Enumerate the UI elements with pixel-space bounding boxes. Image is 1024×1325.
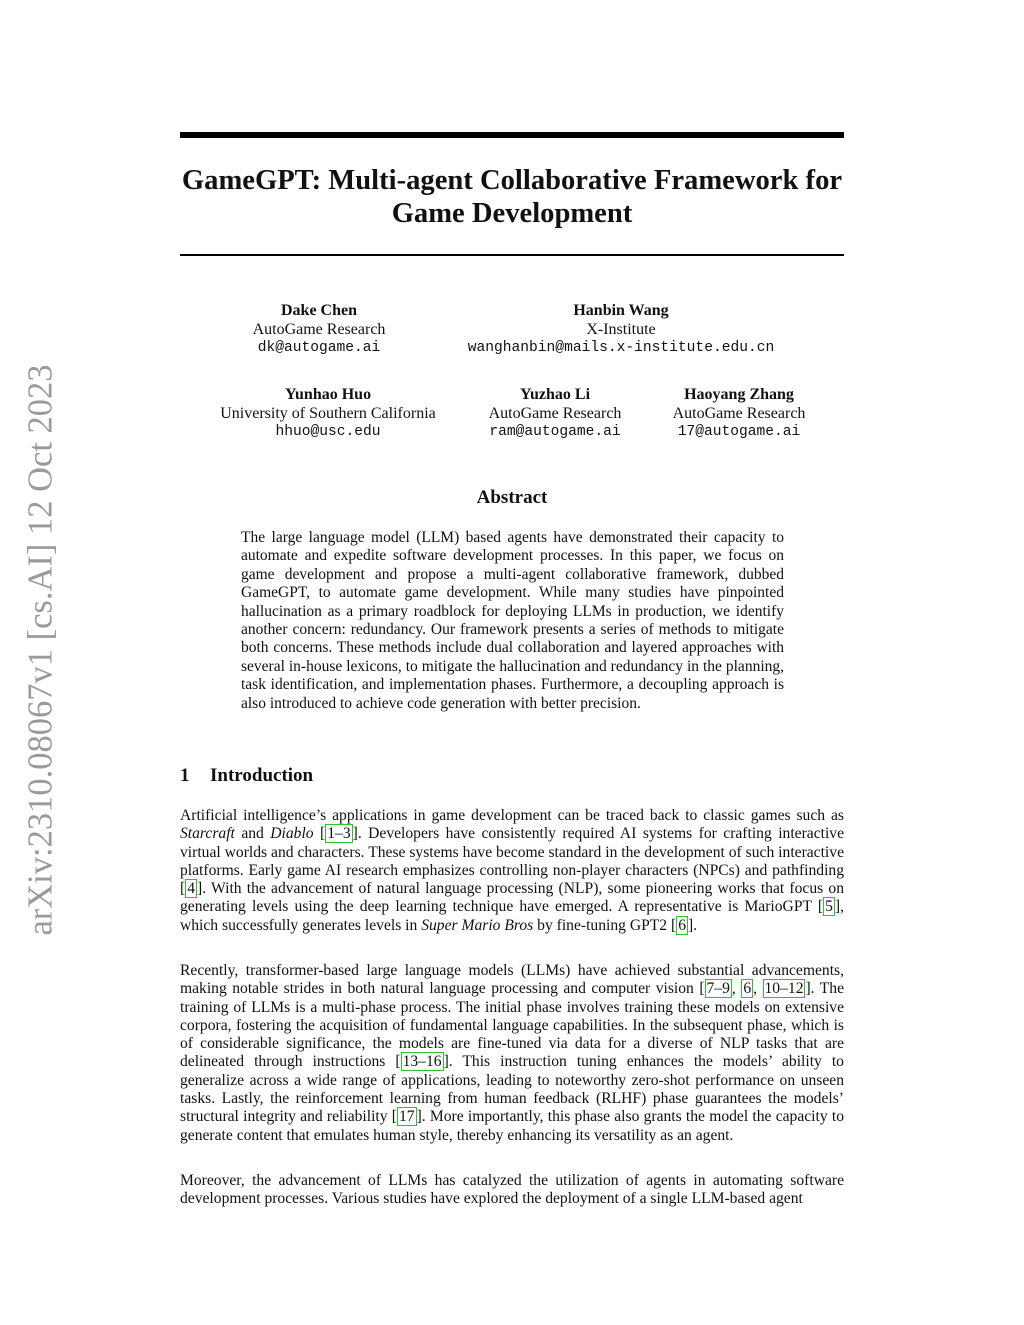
author-haoyang-zhang xyxy=(654,385,824,442)
author-name: Dake Chen xyxy=(280,302,357,319)
author-email: wanghanbin@mails.x-institute.edu.cn xyxy=(467,340,775,356)
author-yuzhao-li xyxy=(470,385,640,442)
section-number: 1 xyxy=(180,765,190,786)
game-title-starcraft: Starcraft xyxy=(180,825,235,843)
title-top-rule xyxy=(180,132,844,138)
author-email: hhuo@usc.edu xyxy=(275,424,381,440)
citation-link[interactable]: 1–3 xyxy=(327,825,351,843)
citation-link[interactable]: 17 xyxy=(398,1108,415,1126)
game-title-super-mario-bros: Super Mario Bros xyxy=(421,916,534,934)
author-email: 17@autogame.ai xyxy=(677,424,801,440)
abstract-heading: Abstract xyxy=(476,487,548,508)
author-email: ram@autogame.ai xyxy=(489,424,621,440)
author-affiliation: University of Southern California xyxy=(220,405,436,422)
section-heading-introduction xyxy=(180,765,313,787)
abstract-text: The large language model (LLM) based agents have demonstrated their capacity to automate and expedite software development processes. In this paper, we focus on game development and propose a multi-agent collaborative framework, dubbed GameGPT, to automate game development. While many studies have pinpointed hallucination as a primary roadblock for deploying LLMs in production, we identify another concern: redundancy. Our framework presents a series of methods to mitigate both concerns. These methods include dual collaboration and layered approaches with several in-house lexicons, to mitigate the hallucination and redundancy in the planning, task identification, and implementation phases. Furthermore, a decoupling approach is also introduced to achieve code generation with better precision. xyxy=(241,529,784,712)
intro-paragraph-1: Artificial intelligence’s applications in game development can be traced back to classic games such as Starcraft and Diablo [ 1–3 ]. Developers have consistently required AI systems for crafting interactive virtual worlds and characters. These systems have become standard in the development of such interactive platforms. Early game AI research emphasizes controlling non-player characters (NPCs) and pathfinding [ 4 ]. With the advancement of natural language processing (NLP), some pioneering works that focus on generating levels using the deep learning technique have emerged. A representative is MarioGPT [ 5 ], which successfully generates levels in Super Mario Bros by fine-tuning GPT2 [ 6 ]. xyxy=(180,807,844,934)
author-name: Yunhao Huo xyxy=(284,386,372,403)
game-title-diablo: Diablo xyxy=(270,825,314,843)
citation-link[interactable]: 4 xyxy=(187,880,195,898)
intro-paragraph-3: Moreover, the advancement of LLMs has catalyzed the utilization of agents in automating software development processes. Various studies have explored the deployment of a single LLM-based agent xyxy=(180,1172,844,1208)
author-hanbin-wang xyxy=(461,301,781,358)
author-name: Haoyang Zhang xyxy=(684,386,794,403)
title-line-1: GameGPT: Multi-agent Collaborative Framework for xyxy=(181,165,843,196)
citation-link[interactable]: 6 xyxy=(678,916,686,934)
citation-link[interactable]: 6 xyxy=(743,980,752,998)
author-affiliation: X-Institute xyxy=(586,321,656,338)
citation-link[interactable]: 5 xyxy=(825,898,833,916)
citation-link[interactable]: 7–9 xyxy=(706,980,730,998)
author-name: Yuzhao Li xyxy=(519,386,591,403)
title-bottom-rule xyxy=(180,254,844,256)
arxiv-side-stamp: arXiv:2310.08067v1 [cs.AI] 12 Oct 2023 xyxy=(21,364,60,936)
intro-paragraph-2: Recently, transformer-based large language models (LLMs) have achieved substantial advancements, making notable strides in both natural language processing and computer vision [ 7–9 , 6 , 10–12 ]. The training of LLMs is a multi-phase process. The initial phase involves training these models on extensive corpora, fostering the acquisition of fundamental language capabilities. In the subsequent phase, which is of considerable significance, the models are fine-tuned via data for a diverse of NLP tasks that are delineated through instructions [ 13–16 ]. This instruction tuning enhances the models’ ability to generalize across a wide range of applications, leading to noteworthy zero-shot performance on unseen tasks. Lastly, the reinforcement learning from human feedback (RLHF) phase guarantees the models’ structural integrity and reliability [ 17 ]. More importantly, this phase also grants the model the capacity to generate content that emulates human style, thereby enhancing its versatility as an agent. xyxy=(180,962,845,1144)
author-affiliation: AutoGame Research xyxy=(252,321,386,338)
author-affiliation: AutoGame Research xyxy=(672,405,806,422)
citation-link[interactable]: 10–12 xyxy=(764,980,804,998)
title-line-2: Game Development xyxy=(391,198,633,229)
author-email: dk@autogame.ai xyxy=(257,340,381,356)
author-affiliation: AutoGame Research xyxy=(488,405,622,422)
citation-link[interactable]: 13–16 xyxy=(402,1053,442,1071)
author-dake-chen xyxy=(219,301,419,358)
author-name: Hanbin Wang xyxy=(573,302,669,319)
section-title: Introduction xyxy=(210,765,314,786)
author-yunhao-huo xyxy=(208,385,448,442)
paper-title xyxy=(180,164,844,230)
